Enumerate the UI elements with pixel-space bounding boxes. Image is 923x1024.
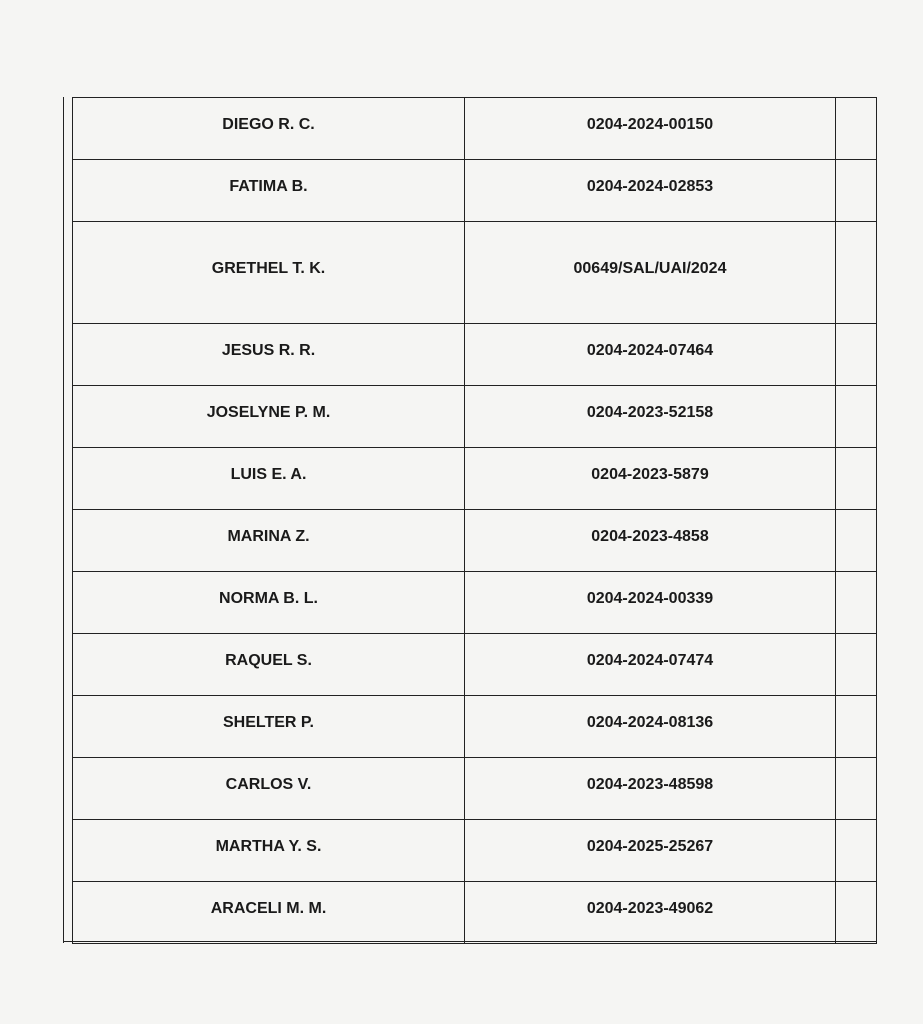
left-margin-rule xyxy=(63,97,64,943)
person-name: LUIS E. A. xyxy=(230,465,307,483)
id-cell xyxy=(465,882,836,944)
table-row xyxy=(73,882,877,944)
id-cell xyxy=(465,448,836,510)
table-row xyxy=(73,634,877,696)
table-row xyxy=(73,324,877,386)
id-cell xyxy=(465,510,836,572)
table-row xyxy=(73,696,877,758)
blank-cell xyxy=(836,758,877,820)
blank-cell xyxy=(836,882,877,944)
table-row xyxy=(73,758,877,820)
name-cell xyxy=(73,758,465,820)
blank-cell xyxy=(836,160,877,222)
person-name: GRETHEL T. K. xyxy=(211,259,326,277)
person-name: JOSELYNE P. M. xyxy=(206,403,331,421)
blank-cell xyxy=(836,222,877,324)
table-row xyxy=(73,572,877,634)
record-number: 0204-2024-07474 xyxy=(586,651,714,669)
name-cell xyxy=(73,882,465,944)
name-cell xyxy=(73,572,465,634)
id-cell xyxy=(465,696,836,758)
name-cell xyxy=(73,160,465,222)
id-cell xyxy=(465,634,836,696)
name-cell xyxy=(73,386,465,448)
record-number: 0204-2023-5879 xyxy=(591,465,709,483)
name-cell xyxy=(73,696,465,758)
person-name: ARACELI M. M. xyxy=(210,899,327,917)
id-cell xyxy=(465,758,836,820)
bottom-margin-rule xyxy=(63,941,876,942)
table-row xyxy=(73,386,877,448)
person-name: SHELTER P. xyxy=(223,713,314,731)
record-number: 0204-2024-00150 xyxy=(586,115,714,133)
id-cell xyxy=(465,98,836,160)
name-cell xyxy=(73,820,465,882)
person-name: MARTHA Y. S. xyxy=(215,837,322,855)
id-cell xyxy=(465,572,836,634)
person-name: NORMA B. L. xyxy=(219,589,318,607)
records-table-container xyxy=(72,97,876,944)
person-name: JESUS R. R. xyxy=(221,341,316,359)
table-row xyxy=(73,222,877,324)
blank-cell xyxy=(836,820,877,882)
blank-cell xyxy=(836,98,877,160)
table-row xyxy=(73,510,877,572)
id-cell xyxy=(465,160,836,222)
blank-cell xyxy=(836,448,877,510)
name-cell xyxy=(73,634,465,696)
id-cell xyxy=(465,820,836,882)
record-number: 0204-2024-07464 xyxy=(586,341,714,359)
blank-cell xyxy=(836,572,877,634)
name-cell xyxy=(73,510,465,572)
record-number: 00649/SAL/UAI/2024 xyxy=(573,259,727,277)
table-row xyxy=(73,448,877,510)
id-cell xyxy=(465,222,836,324)
name-cell xyxy=(73,324,465,386)
blank-cell xyxy=(836,324,877,386)
record-number: 0204-2023-49062 xyxy=(586,899,714,917)
name-cell xyxy=(73,222,465,324)
name-cell xyxy=(73,98,465,160)
record-number: 0204-2024-00339 xyxy=(586,589,714,607)
name-cell xyxy=(73,448,465,510)
record-number: 0204-2023-52158 xyxy=(586,403,714,421)
record-number: 0204-2024-08136 xyxy=(586,713,714,731)
person-name: FATIMA B. xyxy=(229,177,308,195)
record-number: 0204-2023-48598 xyxy=(586,775,714,793)
blank-cell xyxy=(836,386,877,448)
blank-cell xyxy=(836,634,877,696)
table-row xyxy=(73,160,877,222)
person-name: CARLOS V. xyxy=(225,775,312,793)
record-number: 0204-2024-02853 xyxy=(586,177,714,195)
records-table xyxy=(72,97,877,944)
record-number: 0204-2025-25267 xyxy=(586,837,714,855)
table-row xyxy=(73,820,877,882)
blank-cell xyxy=(836,696,877,758)
person-name: RAQUEL S. xyxy=(225,651,312,669)
id-cell xyxy=(465,386,836,448)
id-cell xyxy=(465,324,836,386)
table-row xyxy=(73,98,877,160)
record-number: 0204-2023-4858 xyxy=(591,527,709,545)
person-name: MARINA Z. xyxy=(227,527,310,545)
blank-cell xyxy=(836,510,877,572)
person-name: DIEGO R. C. xyxy=(222,115,315,133)
